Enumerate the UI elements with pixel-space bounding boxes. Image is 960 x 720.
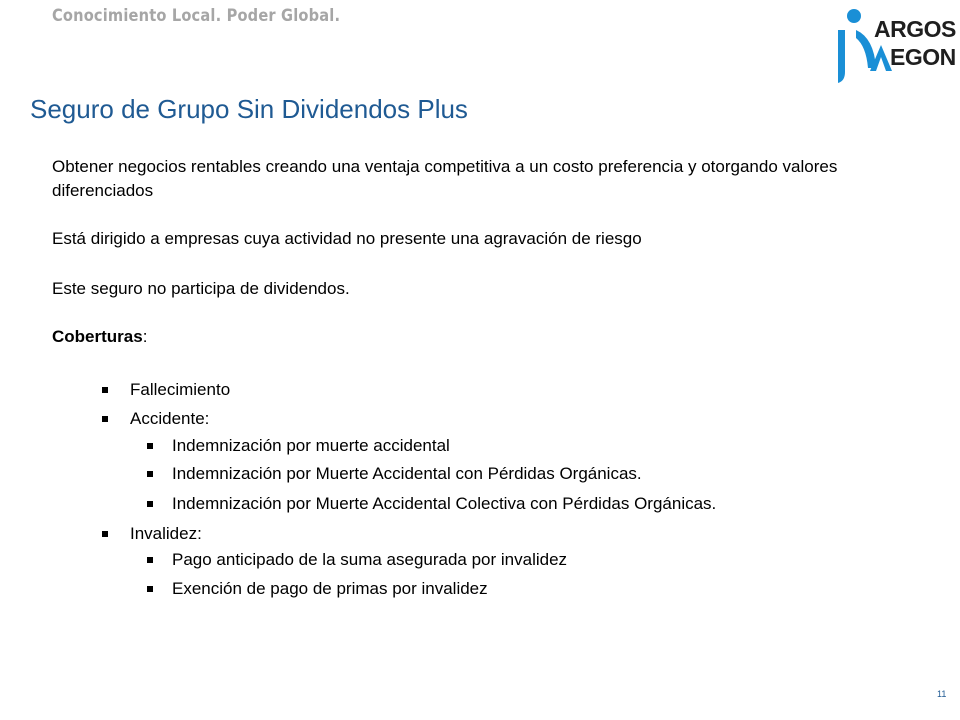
- list-item-text: Indemnización por Muerte Accidental con Pérdidas Orgánicas.: [172, 464, 642, 483]
- logo-a-mark-icon: [870, 45, 892, 71]
- page-title: Seguro de Grupo Sin Dividendos Plus: [30, 94, 468, 124]
- square-bullet-icon: [102, 531, 108, 537]
- square-bullet-icon: [102, 416, 108, 422]
- square-bullet-icon: [102, 387, 108, 393]
- square-bullet-icon: [147, 557, 153, 563]
- logo-text-egon: EGON: [890, 44, 956, 70]
- list-item-text: Pago anticipado de la suma asegurada por invalidez: [172, 550, 568, 569]
- argos-aegon-logo: [830, 8, 960, 88]
- tagline: Conocimiento Local. Poder Global.: [52, 6, 341, 26]
- square-bullet-icon: [147, 586, 153, 592]
- list-item-text: Indemnización por muerte accidental: [172, 436, 450, 455]
- square-bullet-icon: [147, 501, 153, 507]
- list-item-text: Accidente:: [130, 409, 210, 428]
- list-item-text: Invalidez:: [130, 524, 202, 543]
- page-number: 11: [937, 689, 947, 699]
- list-item-text: Exención de pago de primas por invalidez: [172, 579, 488, 598]
- coverage-heading-label: Coberturas: [52, 327, 143, 346]
- logo-text-argos: ARGOS: [874, 16, 956, 42]
- paragraph-objective: Obtener negocios rentables creando una ventaja competitiva a un costo preferencia y otorgando valores diferenciados: [52, 157, 838, 200]
- paragraph-target: Está dirigido a empresas cuya actividad no presente una agravación de riesgo: [52, 229, 642, 248]
- paragraph-dividends: Este seguro no participa de dividendos.: [52, 279, 350, 298]
- square-bullet-icon: [147, 471, 153, 477]
- coverage-heading-colon: :: [142, 327, 148, 346]
- list-item-text: Indemnización por Muerte Accidental Colectiva con Pérdidas Orgánicas.: [172, 494, 717, 513]
- coverage-heading: [52, 325, 882, 349]
- list-item-text: Fallecimiento: [130, 380, 231, 399]
- square-bullet-icon: [147, 443, 153, 449]
